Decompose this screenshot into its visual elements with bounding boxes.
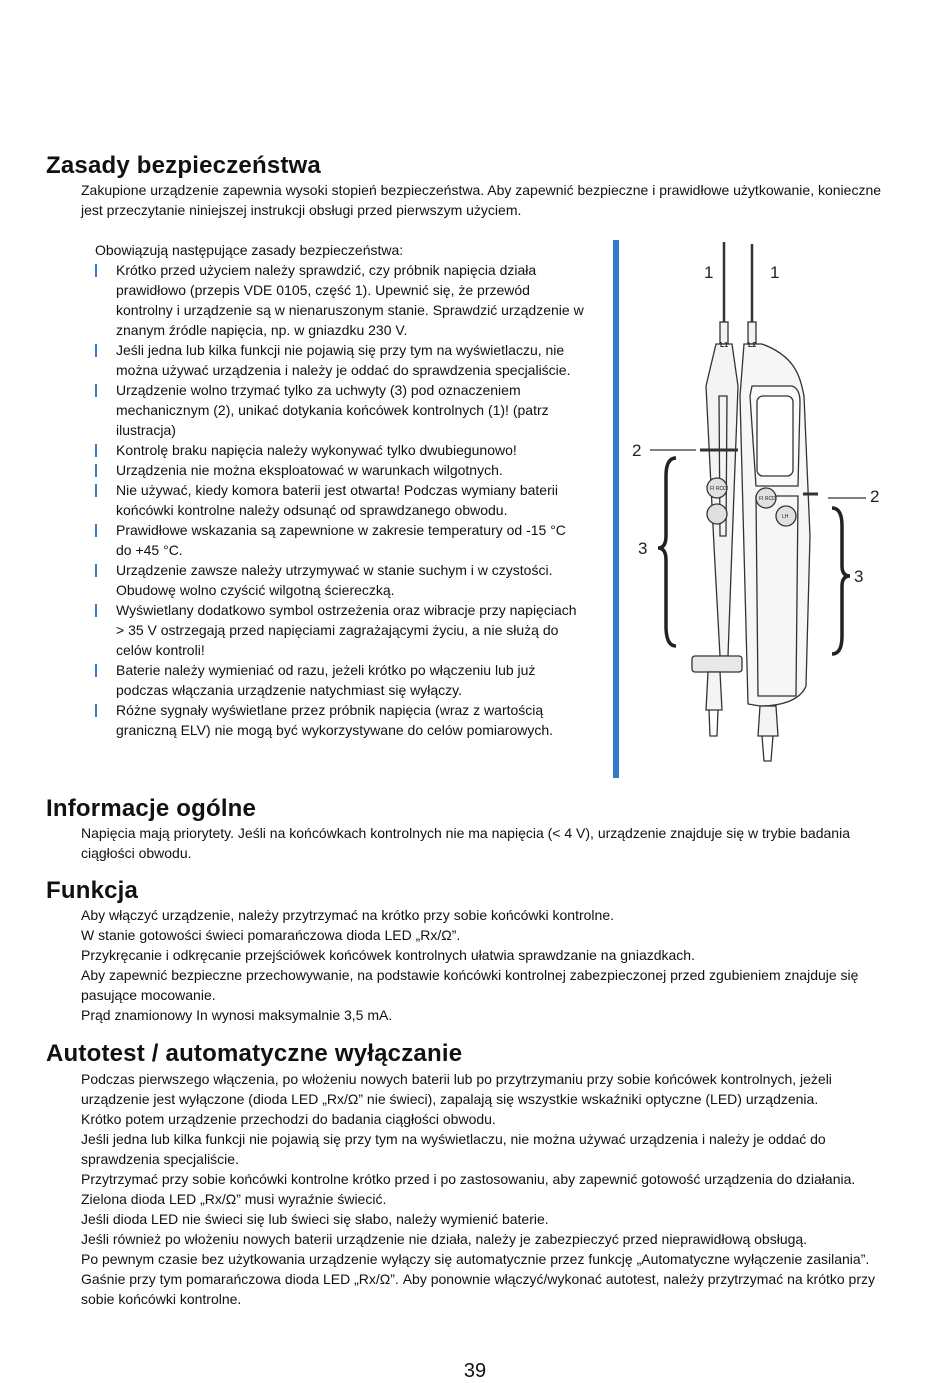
autotest-line: Jeśli jedna lub kilka funkcji nie pojawią się przy tym na wyświetlaczu, nie można używać urządzenia i należy je oddać do sprawdzenia specjaliście. bbox=[81, 1131, 826, 1167]
autotest-line: Zielona dioda LED „Rx/Ω” musi wyraźnie świecić. bbox=[81, 1191, 387, 1207]
function-title: Funkcja bbox=[46, 877, 139, 904]
bullet-bar bbox=[95, 484, 97, 497]
list-item bbox=[95, 700, 585, 740]
list-item bbox=[95, 600, 585, 660]
bullet-bar bbox=[95, 524, 97, 537]
label-l2: L2 bbox=[748, 342, 757, 349]
function-line: Przykręcanie i odkręcanie przejściówek końcówek kontrolnych ułatwia sprawdzanie na gniazdkach. bbox=[81, 947, 695, 963]
bullet-bar bbox=[95, 664, 97, 677]
rule-text: Urządzenie wolno trzymać tylko za uchwyty (3) pod oznaczeniem mechanicznym (2), unikać dotykania końcówek kontrolnych (1)! (patrz ilustracja) bbox=[116, 382, 549, 438]
bullet-bar bbox=[95, 264, 97, 277]
general-text: Napięcia mają priorytety. Jeśli na końcówkach kontrolnych nie ma napięcia (< 4 V), urządzenie znajduje się w trybie badania ciągłości obwodu. bbox=[81, 825, 850, 861]
rule-text: Kontrolę braku napięcia należy wykonywać tylko dwubiegunowo! bbox=[116, 442, 517, 458]
rule-text: Baterie należy wymieniać od razu, jeżeli krótko po włączeniu lub już podczas włączania urządzenie natychmiast się wyłączy. bbox=[116, 662, 536, 698]
safety-intro: Zakupione urządzenie zapewnia wysoki stopień bezpieczeństwa. Aby zapewnić bezpieczne i prawidłowe użytkowanie, konieczne jest przeczytanie niniejszej instrukcji obsługi przed pierwszym użyciem. bbox=[81, 182, 882, 218]
page-number: 39 bbox=[463, 1360, 487, 1382]
label-l1: L1 bbox=[720, 342, 729, 349]
bullet-bar bbox=[95, 384, 97, 397]
figure-accent-bar bbox=[613, 240, 619, 778]
rule-text: Wyświetlany dodatkowo symbol ostrzeżenia oraz wibracje przy napięciach > 35 V ostrzegają przed napięciami zagrażającymi życiu, a nie służą do celów kontroli! bbox=[116, 602, 577, 658]
autotest-line: Podczas pierwszego włączenia, po włożeniu nowych baterii lub po przytrzymaniu przy sobie końcówek kontrolnych, jeżeli urządzenie jest wyłączone (dioda LED „Rx/Ω” nie świeci), zapalają się wszystkie wskaźniki optyczne (LED) urządzenia. bbox=[81, 1071, 832, 1107]
list-item bbox=[95, 520, 585, 560]
label-2-left: 2 bbox=[632, 441, 642, 460]
autotest-line: Krótko potem urządzenie przechodzi do badania ciągłości obwodu. bbox=[81, 1111, 496, 1127]
rules-intro: Obowiązują następujące zasady bezpieczeństwa: bbox=[95, 242, 404, 258]
label-3-right: 3 bbox=[854, 567, 864, 586]
rule-text: Urządzenia nie można eksploatować w warunkach wilgotnych. bbox=[116, 462, 503, 478]
general-title: Informacje ogólne bbox=[46, 795, 257, 822]
button-label-fi-rcd-2: FI RCD bbox=[759, 496, 776, 502]
list-item bbox=[95, 440, 585, 460]
safety-title: Zasady bezpieczeństwa bbox=[46, 152, 321, 179]
bullet-bar bbox=[95, 564, 97, 577]
function-line: Aby włączyć urządzenie, należy przytrzymać na krótko przy sobie końcówki kontrolne. bbox=[81, 907, 614, 923]
rule-text: Prawidłowe wskazania są zapewnione w zakresie temperatury od -15 °C do +45 °C. bbox=[116, 522, 566, 558]
function-text bbox=[81, 905, 901, 1025]
list-item bbox=[95, 260, 585, 340]
bullet-bar bbox=[95, 704, 97, 717]
autotest-line: Jeśli również po włożeniu nowych baterii urządzenie nie działa, należy je zabezpieczyć przed nieprawidłową obsługą. bbox=[81, 1231, 808, 1247]
autotest-line: Gaśnie przy tym pomarańczowa dioda LED „Rx/Ω”. Aby ponownie włączyć/wykonać autotest, należy przytrzymać na krótko przy sobie końcówki kontrolne. bbox=[81, 1271, 876, 1307]
rule-text: Krótko przed użyciem należy sprawdzić, czy próbnik napięcia działa prawidłowo (przepis VDE 0105, część 1). Upewnić się, że przewód kontrolny i urządzenie są w nienaruszonym stanie. Sprawdzić urządzenie w znanym źródle napięcia, np. w gniazdku 230 V. bbox=[116, 262, 584, 338]
label-1-right: 1 bbox=[770, 263, 780, 282]
list-item bbox=[95, 460, 585, 480]
rule-text: Różne sygnały wyświetlane przez próbnik napięcia (wraz z wartością graniczną ELV) nie mogą być wykorzystywane do celów pomiarowych. bbox=[116, 702, 554, 738]
autotest-line: Jeśli dioda LED nie świeci się lub świeci się słabo, należy wymienić baterie. bbox=[81, 1211, 549, 1227]
button-label-lh: LH bbox=[782, 514, 789, 520]
label-2-right: 2 bbox=[870, 487, 880, 506]
list-item bbox=[95, 560, 585, 600]
function-line: Prąd znamionowy In wynosi maksymalnie 3,5 mA. bbox=[81, 1007, 393, 1023]
autotest-line: Przytrzymać przy sobie końcówki kontrolne krótko przed i po zastosowaniu, aby zapewnić gotowość urządzenia do działania. bbox=[81, 1171, 856, 1187]
bullet-bar bbox=[95, 444, 97, 457]
label-3-left: 3 bbox=[638, 539, 648, 558]
list-item bbox=[95, 340, 585, 380]
bullet-bar bbox=[95, 344, 97, 357]
list-item bbox=[95, 480, 585, 520]
bullet-bar bbox=[95, 464, 97, 477]
autotest-line: Po pewnym czasie bez użytkowania urządzenie wyłączy się automatycznie przez funkcję „Automatyczne wyłączenie zasilania”. bbox=[81, 1251, 870, 1267]
rule-text: Jeśli jedna lub kilka funkcji nie pojawią się przy tym na wyświetlaczu, nie można używać urządzenia i należy je oddać do sprawdzenia specjaliście. bbox=[116, 342, 571, 378]
button-label-fi-rcd: FI RCD bbox=[710, 486, 727, 492]
rule-text: Urządzenie zawsze należy utrzymywać w stanie suchym i w czystości. Obudowę wolno czyścić wilgotną ściereczką. bbox=[116, 562, 553, 598]
autotest-title: Autotest / automatyczne wyłączanie bbox=[46, 1040, 463, 1067]
function-line: Aby zapewnić bezpieczne przechowywanie, na podstawie końcówki kontrolnej zabezpieczonej przed zgubieniem znajduje się pasujące mocowanie. bbox=[81, 967, 859, 1003]
safety-rules-list bbox=[95, 260, 585, 740]
list-item bbox=[95, 380, 585, 440]
bullet-bar bbox=[95, 604, 97, 617]
voltage-tester-illustration bbox=[620, 236, 910, 781]
function-line: W stanie gotowości świeci pomarańczowa dioda LED „Rx/Ω”. bbox=[81, 927, 461, 943]
autotest-text bbox=[81, 1069, 901, 1309]
rule-text: Nie używać, kiedy komora baterii jest otwarta! Podczas wymiany baterii końcówki kontrolne należy odsunąć od sprawdzanego obwodu. bbox=[116, 482, 558, 518]
label-1-left: 1 bbox=[704, 263, 714, 282]
list-item bbox=[95, 660, 585, 700]
